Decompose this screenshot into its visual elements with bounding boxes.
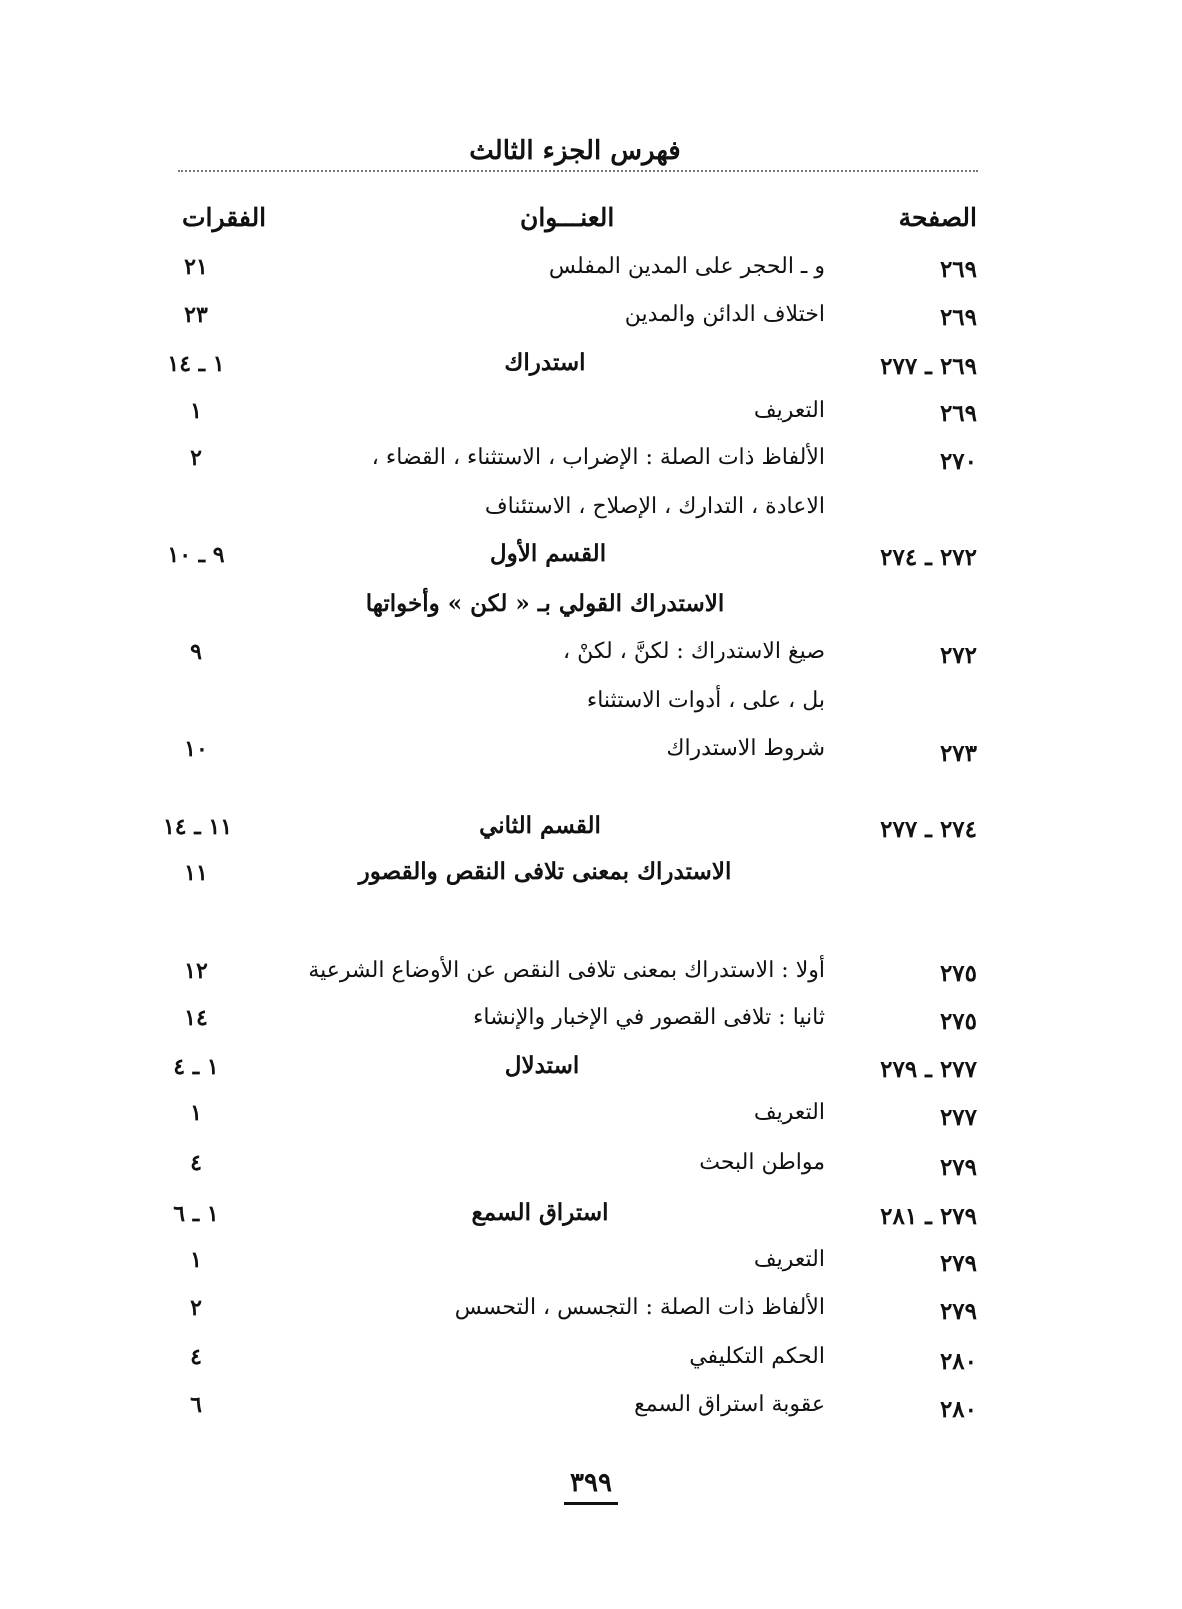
section-title: القسم الثاني (479, 812, 601, 839)
subsection-title: الاستدراك بمعنى تلافى النقص والقصور (358, 858, 732, 885)
row-page: ٢٦٩ (939, 304, 977, 331)
row-paragraphs: ١٢ (184, 958, 208, 984)
section-paragraphs: ٩ ـ ١٠ (167, 542, 225, 568)
row-title: و ـ الحجر على المدين المفلس (548, 254, 825, 279)
row-title: الألفاظ ذات الصلة : الإضراب ، الاستثناء ، القضاء ، (371, 445, 825, 470)
row-title: التعريف (753, 1247, 825, 1272)
row-paragraphs: ٤ (190, 1150, 202, 1176)
header-paragraphs: الفقرات (182, 203, 267, 232)
page-number-footer (0, 1470, 1182, 1496)
section-title: القسم الأول (489, 540, 607, 567)
section-paragraphs: ١ ـ ٦ (173, 1201, 219, 1227)
subsection-title: الاستدراك القولي بـ « لكن » وأخواتها (365, 590, 725, 617)
section-page: ٢٦٩ ـ ٢٧٧ (880, 353, 977, 380)
row-title: صيغ الاستدراك : لكنَّ ، لكنْ ، (563, 639, 825, 664)
row-paragraphs: ١ (190, 1100, 202, 1126)
row-title: شروط الاستدراك (666, 736, 825, 761)
section-paragraphs: ١ ـ ١٤ (167, 351, 225, 377)
row-page: ٢٦٩ (939, 400, 977, 427)
page-number: ٣٩٩ (564, 1468, 618, 1505)
page-title: فهرس الجزء الثالث (469, 136, 681, 166)
section-paragraphs: ١ ـ ٤ (173, 1054, 219, 1080)
section-page: ٢٧٤ ـ ٢٧٧ (880, 816, 977, 843)
row-page: ٢٧٩ (939, 1298, 977, 1325)
row-title-continuation: الاعادة ، التدارك ، الإصلاح ، الاستئناف (484, 494, 825, 519)
title-divider (178, 170, 978, 172)
row-page: ٢٧٥ (939, 960, 977, 987)
subsection-paragraphs: ١١ (184, 860, 208, 886)
row-page: ٢٧٩ (939, 1154, 977, 1181)
section-paragraphs: ١١ ـ ١٤ (162, 814, 233, 840)
row-paragraphs: ١٠ (184, 736, 208, 762)
row-paragraphs: ٢٣ (184, 302, 208, 328)
row-paragraphs: ١٤ (184, 1005, 208, 1031)
section-title: استدلال (504, 1052, 580, 1079)
row-title: ثانيا : تلافى القصور في الإخبار والإنشاء (473, 1005, 825, 1030)
header-page: الصفحة (898, 203, 977, 232)
section-page: ٢٧٧ ـ ٢٧٩ (880, 1056, 977, 1083)
section-page: ٢٧٩ ـ ٢٨١ (880, 1203, 977, 1230)
row-paragraphs: ٦ (190, 1392, 202, 1418)
row-page: ٢٦٩ (939, 256, 977, 283)
section-title: استراق السمع (471, 1199, 609, 1226)
row-paragraphs: ١ (190, 398, 202, 424)
row-title: أولا : الاستدراك بمعنى تلافى النقص عن الأوضاع الشرعية (308, 958, 825, 983)
row-paragraphs: ١ (190, 1247, 202, 1273)
row-page: ٢٧٢ (939, 642, 977, 669)
row-page: ٢٧٠ (939, 448, 977, 475)
row-page: ٢٧٧ (939, 1104, 977, 1131)
row-title: الحكم التكليفي (689, 1344, 825, 1369)
row-page: ٢٧٣ (939, 740, 977, 767)
row-title: عقوبة استراق السمع (634, 1392, 825, 1417)
row-paragraphs: ٩ (190, 639, 202, 665)
row-title: مواطن البحث (699, 1150, 825, 1175)
row-title: الألفاظ ذات الصلة : التجسس ، التحسس (454, 1295, 825, 1320)
row-title: التعريف (753, 398, 825, 423)
section-page: ٢٧٢ ـ ٢٧٤ (880, 544, 977, 571)
row-paragraphs: ٢١ (184, 254, 208, 280)
row-page: ٢٨٠ (939, 1396, 977, 1423)
row-title: اختلاف الدائن والمدين (624, 302, 825, 327)
row-paragraphs: ٢ (190, 1295, 202, 1321)
row-page: ٢٨٠ (939, 1348, 977, 1375)
section-title: استدراك (504, 349, 586, 376)
row-paragraphs: ٤ (190, 1344, 202, 1370)
header-title: العنـــوان (520, 203, 615, 232)
row-page: ٢٧٩ (939, 1250, 977, 1277)
row-page: ٢٧٥ (939, 1008, 977, 1035)
row-paragraphs: ٢ (190, 445, 202, 471)
row-title: التعريف (753, 1100, 825, 1125)
row-title-continuation: بل ، على ، أدوات الاستثناء (586, 688, 825, 713)
